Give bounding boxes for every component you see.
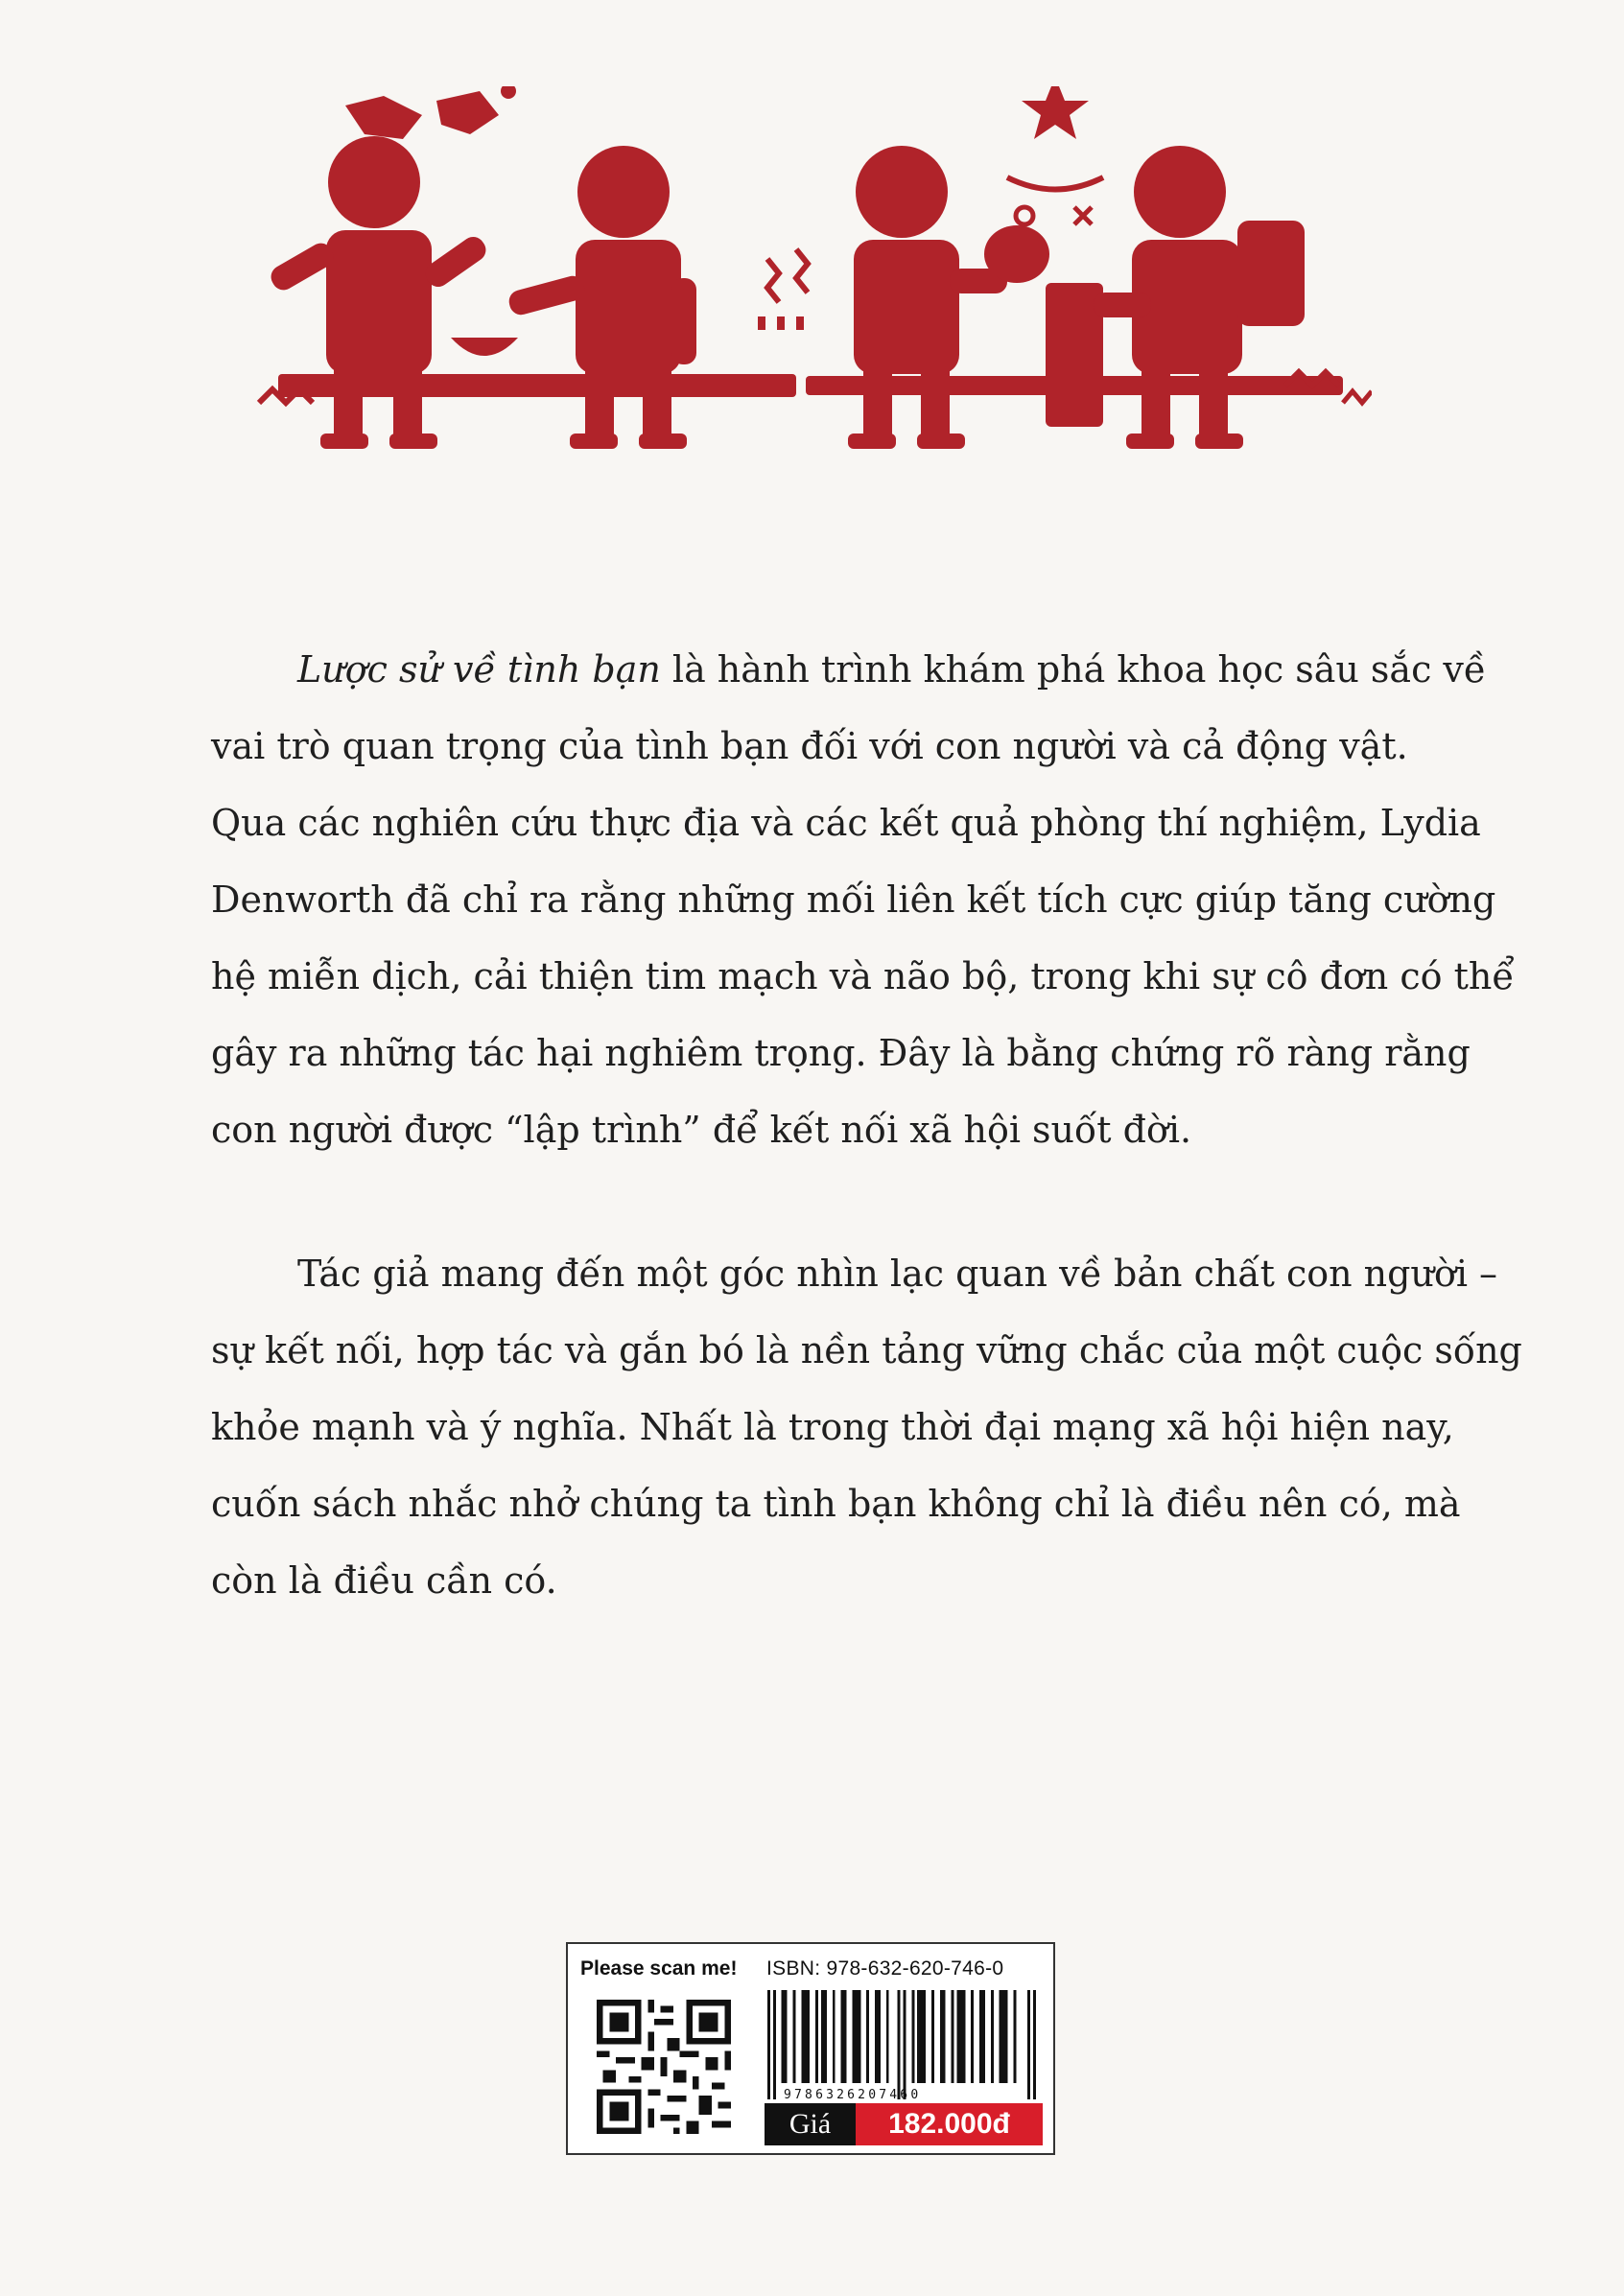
blurb-line: Qua các nghiên cứu thực địa và các kết quả phòng thí nghiệm, Lydia [211,802,1481,844]
figures-trading-illustration [249,86,1372,470]
blurb-line: hệ miễn dịch, cải thiện tim mạch và não bộ, trong khi sự cô đơn có thể [211,955,1515,997]
blurb-line: Denworth đã chỉ ra rằng những mối liên kết tích cực giúp tăng cường [211,879,1496,921]
qr-code-icon[interactable] [597,2000,731,2134]
blurb-line: khỏe mạnh và ý nghĩa. Nhất là trong thời đại mạng xã hội hiện nay, [211,1406,1454,1448]
blurb-paragraph-1 [211,631,1515,1168]
blurb-line: còn là điều cần có. [211,1559,557,1602]
barcode-icon [767,1990,1036,2099]
book-title-italic: Lược sử về tình bạn [297,648,661,691]
blurb-line: vai trò quan trọng của tình bạn đối với con người và cả động vật. [211,725,1408,767]
blurb-paragraph-2 [211,1235,1522,1619]
blurb-line: sự kết nối, hợp tác và gắn bó là nền tảng vững chắc của một cuộc sống [211,1329,1522,1371]
blurb-line-text: là hành trình khám phá khoa học sâu sắc về [660,648,1487,691]
blurb-line [211,631,1487,708]
blurb-line: gây ra những tác hại nghiêm trọng. Đây là bằng chứng rõ ràng rằng [211,1032,1471,1074]
blurb-line: con người được “lập trình” để kết nối xã hội suốt đời. [211,1109,1192,1151]
barcode-digits: 9786326207460 [784,2088,922,2102]
blurb-line: cuốn sách nhắc nhở chúng ta tình bạn không chỉ là điều nên có, mà [211,1483,1461,1525]
price-tag [765,2103,1043,2145]
isbn-label: ISBN: 978-632-620-746-0 [766,1957,1004,1980]
price-value: 182.000đ [856,2103,1043,2145]
price-label: Giá [765,2103,856,2145]
blurb-line: Tác giả mang đến một góc nhìn lạc quan về bản chất con người – [297,1253,1498,1295]
scan-label: Please scan me! [580,1957,738,1980]
isbn-price-sticker [566,1942,1055,2155]
